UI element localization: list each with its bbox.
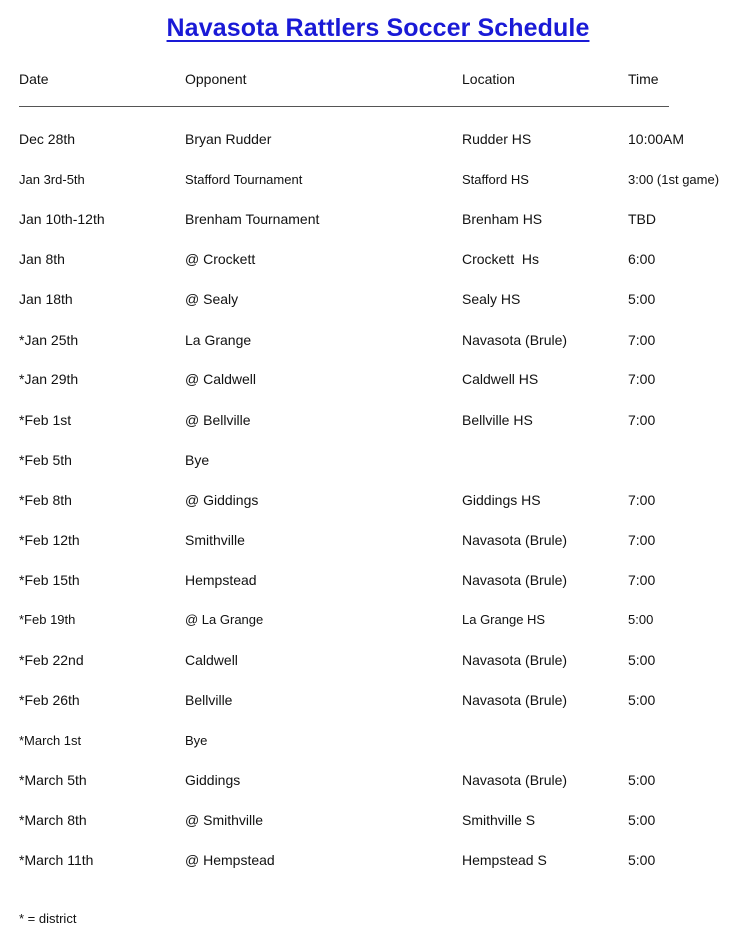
opponent-cell: Stafford Tournament [185, 172, 303, 187]
opponent-cell: Caldwell [185, 652, 238, 668]
date-cell: *Feb 5th [19, 452, 72, 468]
time-cell: 5:00 [628, 852, 656, 868]
time-cell: 7:00 [628, 492, 656, 508]
opponent-cell: @ Giddings [185, 492, 259, 508]
location-cell: Navasota (Brule) [462, 772, 568, 788]
time-cell: TBD [628, 211, 656, 227]
date-cell: Jan 10th-12th [19, 211, 105, 227]
time-cell: 7:00 [628, 332, 656, 348]
header-time: Time [628, 71, 659, 87]
date-cell: *Feb 8th [19, 492, 72, 508]
date-cell: Jan 8th [19, 251, 65, 267]
time-cell: 7:00 [628, 532, 656, 548]
opponent-cell: Bryan Rudder [185, 131, 272, 147]
time-cell: 5:00 [628, 291, 656, 307]
opponent-cell: Smithville [185, 532, 245, 548]
time-cell: 10:00AM [628, 131, 685, 147]
table-row [0, 211, 756, 231]
opponent-cell: La Grange [185, 332, 252, 348]
time-cell: 5:00 [628, 652, 656, 668]
table-row [0, 612, 756, 632]
location-cell: Brenham HS [462, 211, 543, 227]
table-row [0, 772, 756, 792]
location-cell: Stafford HS [462, 172, 529, 187]
date-cell: *Feb 15th [19, 572, 80, 588]
date-cell: *Feb 22nd [19, 652, 84, 668]
location-cell: Navasota (Brule) [462, 572, 568, 588]
location-cell: Caldwell HS [462, 371, 539, 387]
table-row [0, 852, 756, 872]
time-cell: 6:00 [628, 251, 656, 267]
table-row [0, 492, 756, 512]
table-row [0, 332, 756, 352]
opponent-cell: Hempstead [185, 572, 257, 588]
opponent-cell: @ Bellville [185, 412, 251, 428]
time-cell: 7:00 [628, 572, 656, 588]
header-divider [19, 106, 669, 107]
opponent-cell: @ Sealy [185, 291, 239, 307]
time-cell: 5:00 [628, 612, 654, 627]
table-row [0, 172, 756, 192]
date-cell: Jan 3rd-5th [19, 172, 85, 187]
location-cell: Giddings HS [462, 492, 541, 508]
opponent-cell: Bye [185, 733, 208, 748]
time-cell: 5:00 [628, 692, 656, 708]
location-cell: Navasota (Brule) [462, 332, 568, 348]
date-cell: *Feb 19th [19, 612, 76, 627]
time-cell: 7:00 [628, 371, 656, 387]
date-cell: *March 1st [19, 733, 82, 748]
table-row [0, 291, 756, 311]
time-cell: 7:00 [628, 412, 656, 428]
date-cell: *March 5th [19, 772, 87, 788]
opponent-cell: @ Smithville [185, 812, 264, 828]
table-row [0, 733, 756, 753]
location-cell: Smithville S [462, 812, 536, 828]
page-title: Navasota Rattlers Soccer Schedule [166, 14, 590, 42]
opponent-cell: @ Crockett [185, 251, 256, 267]
date-cell: Dec 28th [19, 131, 76, 147]
date-cell: *March 8th [19, 812, 87, 828]
opponent-cell: @ Caldwell [185, 371, 257, 387]
date-cell: *Feb 1st [19, 412, 72, 428]
table-row [0, 572, 756, 592]
table-row [0, 812, 756, 832]
district-legend: * = district [19, 911, 77, 926]
date-cell: *Feb 12th [19, 532, 80, 548]
opponent-cell: Bellville [185, 692, 233, 708]
header-date: Date [19, 71, 49, 87]
date-cell: Jan 18th [19, 291, 73, 307]
opponent-cell: Bye [185, 452, 210, 468]
location-cell: Hempstead S [462, 852, 547, 868]
location-cell: La Grange HS [462, 612, 546, 627]
table-row [0, 251, 756, 271]
location-cell: Navasota (Brule) [462, 692, 568, 708]
table-row [0, 532, 756, 552]
header-opponent: Opponent [185, 71, 247, 87]
location-cell: Crockett Hs [462, 251, 540, 267]
table-row [0, 692, 756, 712]
table-row [0, 131, 756, 151]
opponent-cell: @ La Grange [185, 612, 264, 627]
table-row [0, 452, 756, 472]
date-cell: *March 11th [19, 852, 94, 868]
location-cell: Navasota (Brule) [462, 652, 568, 668]
date-cell: *Jan 25th [19, 332, 79, 348]
table-row [0, 371, 756, 391]
opponent-cell: @ Hempstead [185, 852, 275, 868]
table-row [0, 412, 756, 432]
location-cell: Rudder HS [462, 131, 532, 147]
time-cell: 5:00 [628, 812, 656, 828]
opponent-cell: Brenham Tournament [185, 211, 320, 227]
date-cell: *Jan 29th [19, 371, 79, 387]
location-cell: Navasota (Brule) [462, 532, 568, 548]
location-cell: Sealy HS [462, 291, 521, 307]
table-row [0, 652, 756, 672]
opponent-cell: Giddings [185, 772, 241, 788]
location-cell: Bellville HS [462, 412, 533, 428]
time-cell: 3:00 (1st game) [628, 172, 720, 187]
header-location: Location [462, 71, 515, 87]
time-cell: 5:00 [628, 772, 656, 788]
date-cell: *Feb 26th [19, 692, 80, 708]
